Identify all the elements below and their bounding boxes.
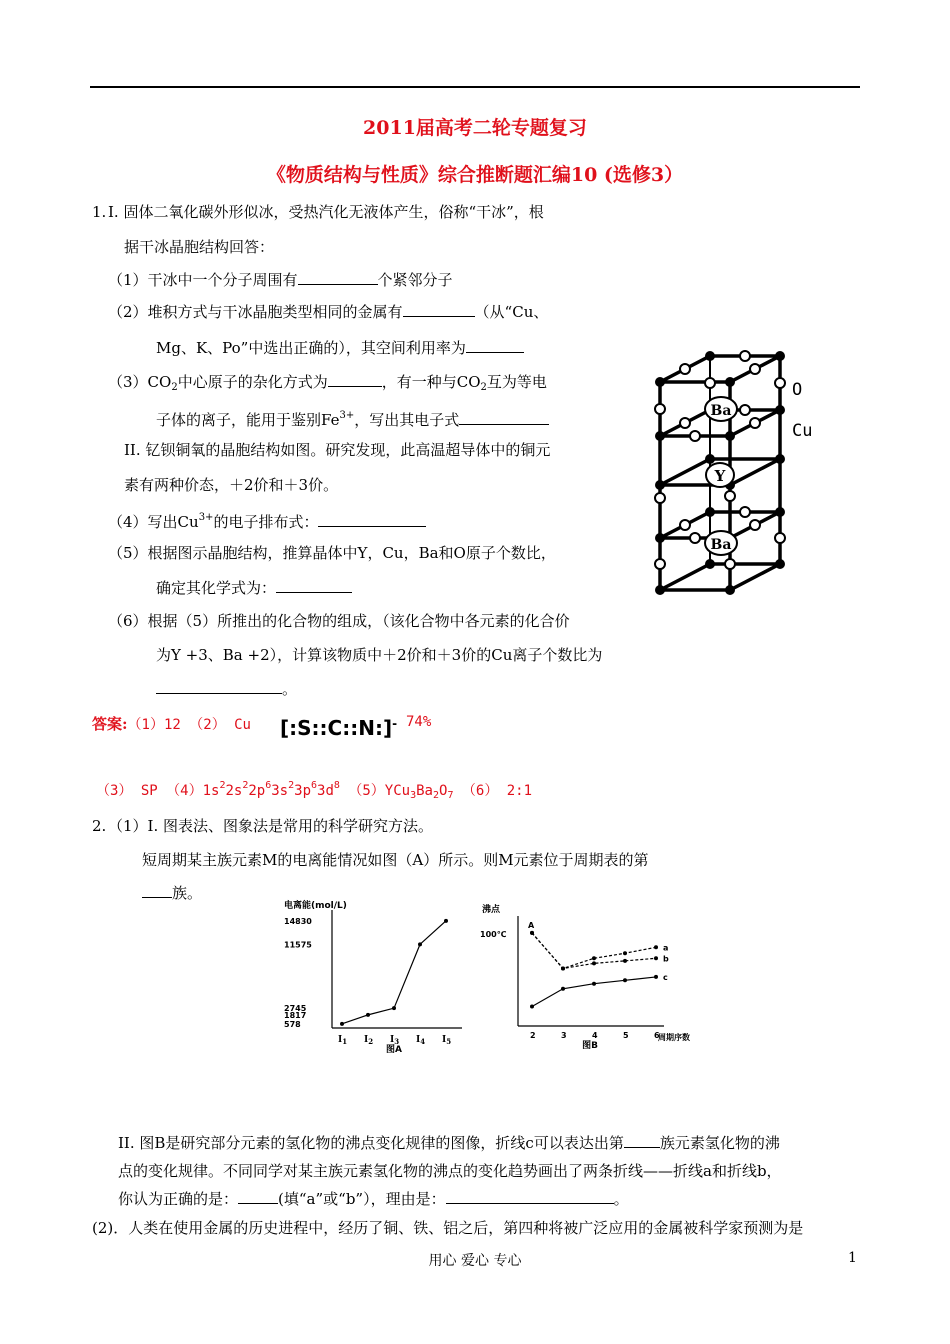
answer-label: 答案: bbox=[92, 715, 128, 733]
formula-sub2: 2 bbox=[432, 790, 439, 801]
q1-part4 bbox=[108, 508, 426, 532]
q1-p3-text-e: 子体的离子，能用于鉴别Fe bbox=[156, 411, 340, 429]
q1-p3-blank1[interactable] bbox=[328, 372, 382, 387]
q2-partII-blank3[interactable] bbox=[446, 1189, 614, 1204]
electron-formula-text: [:S::C::N:] bbox=[280, 716, 393, 740]
q1-p1-blank[interactable] bbox=[298, 270, 378, 285]
formula-sub3: 7 bbox=[447, 790, 454, 801]
q1-part2-intro-line1: II. 钇钡铜氧的晶胞结构如图。研究发现，此高温超导体中的铜元 bbox=[124, 441, 551, 459]
crystal-structure-figure bbox=[648, 348, 828, 598]
q1-intro-line1: I. 固体二氧化碳外形似冰，受热汽化无液体产生，俗称“干冰”，根 bbox=[108, 203, 544, 221]
formula-ba: Ba bbox=[416, 783, 433, 799]
ec-sup2: 2 bbox=[242, 780, 249, 791]
chart-a-ytick-label: 14830 bbox=[284, 916, 312, 926]
q2-line3 bbox=[142, 883, 202, 903]
q1-p2-text-c: Mg、K、Po”中选出正确的），其空间利用率为 bbox=[156, 339, 466, 357]
q2-partII-line3 bbox=[118, 1189, 629, 1209]
chart-a-point bbox=[418, 942, 422, 946]
chart-b-point bbox=[623, 959, 627, 963]
chart-b-point bbox=[654, 945, 658, 949]
chart-b-point bbox=[654, 956, 658, 960]
ec-s2: 2s bbox=[225, 783, 243, 799]
q1-part6-answer-line bbox=[156, 679, 297, 699]
ec-s3: 2p bbox=[248, 783, 266, 799]
q1-intro-line2: 据干冰晶胞结构回答： bbox=[124, 238, 275, 256]
chart-a-point bbox=[392, 1006, 396, 1010]
chart-b-xtick-label: 4 bbox=[592, 1031, 598, 1040]
electron-formula-charge: - bbox=[392, 716, 398, 731]
answer1-l2a: （3） SP （4）1s bbox=[96, 783, 220, 799]
q1-p4-text-a: （4）写出Cu bbox=[108, 513, 199, 531]
chart-a-point bbox=[340, 1022, 344, 1026]
ec-sup3: 6 bbox=[265, 780, 272, 791]
chart-a-ytick-label: 11575 bbox=[284, 940, 312, 950]
chart-b-xtick-label: 2 bbox=[530, 1031, 536, 1040]
legend-cu-label: Cu bbox=[792, 421, 813, 441]
q2-partII-line1 bbox=[118, 1133, 780, 1153]
q1-part1 bbox=[108, 270, 453, 290]
q1-part6-cont: 为Y +3、Ba +2），计算该物质中＋2价和＋3价的Cu离子个数比为 bbox=[156, 646, 603, 664]
chart-b-ylabel: 沸点 bbox=[482, 905, 501, 915]
chart-b-xlabel: 周期序数 bbox=[658, 1033, 690, 1042]
page-title: 2011届高考二轮专题复习 bbox=[363, 117, 587, 139]
q1-p5-text-b: 确定其化学式为： bbox=[156, 579, 277, 597]
ec-s6: 3d bbox=[317, 783, 334, 799]
ba-top-label: Ba bbox=[710, 403, 732, 419]
q1-p3-text-a: （3）CO bbox=[108, 373, 172, 391]
answer1-a1: （1）12 （2） Cu bbox=[127, 717, 251, 733]
chart-b-series-label: a bbox=[663, 943, 669, 953]
ec-sup4: 2 bbox=[288, 780, 295, 791]
chart-a-title: 图A bbox=[386, 1045, 402, 1055]
ec-sup5: 6 bbox=[311, 780, 318, 791]
chart-a-xtick-label: $I_1$ bbox=[338, 1035, 348, 1046]
chart-b-point bbox=[561, 987, 565, 991]
answer1-l2b: （5）YCu bbox=[339, 783, 411, 799]
q2-line1: （1）I. 图表法、图象法是常用的科学研究方法。 bbox=[108, 817, 434, 835]
chart-a-yticks bbox=[284, 917, 312, 1029]
page-subtitle: 《物质结构与性质》综合推断题汇编10 (选修3） bbox=[266, 164, 684, 186]
chart-a-ylabel: 电离能(mol/L) bbox=[284, 901, 347, 911]
chart-a-xtick-label: $I_4$ bbox=[416, 1035, 426, 1046]
q2-partII-1b: 族元素氢化物的沸 bbox=[659, 1134, 780, 1152]
q2-partII-3b: (填“a”或“b”），理由是： bbox=[278, 1190, 446, 1208]
header-rule bbox=[90, 86, 860, 88]
q1-part6: （6）根据（5）所推出的化合物的组成，（该化合物中各元素的化合价 bbox=[108, 612, 570, 630]
q2-number: 2. bbox=[92, 817, 107, 835]
q1-p3-sub1: 2 bbox=[171, 382, 178, 393]
q2-partII-blank1[interactable] bbox=[624, 1133, 660, 1148]
chart-b-point-label: A bbox=[528, 920, 535, 930]
page-number: 1 bbox=[848, 1250, 857, 1266]
answer1-line1 bbox=[92, 714, 251, 735]
q1-part2-cont bbox=[156, 338, 524, 358]
answer1-line2 bbox=[96, 780, 532, 801]
q1-p3-text-f: ，写出其电子式 bbox=[354, 411, 460, 429]
ba-bottom-label: Ba bbox=[710, 537, 732, 553]
q2-part2-line: (2)．人类在使用金属的历史进程中，经历了铜、铁、铝之后，第四种将被广泛应用的金属被科学家预测为是 bbox=[92, 1219, 804, 1237]
legend-o-label: O bbox=[792, 380, 803, 400]
formula-sub1: 3 bbox=[410, 790, 417, 801]
chart-b-title: 图B bbox=[582, 1041, 598, 1051]
q1-p3-text-b: 中心原子的杂化方式为 bbox=[177, 373, 328, 391]
q1-p5-blank[interactable] bbox=[276, 578, 352, 593]
q1-p6-end: 。 bbox=[282, 680, 298, 698]
chart-a-xtick-label: $I_2$ bbox=[364, 1035, 374, 1046]
q1-p4-sup: 3+ bbox=[198, 512, 214, 523]
chart-a-xtick-label: $I_3$ bbox=[390, 1035, 400, 1046]
chart-b-xtick-label: 3 bbox=[561, 1031, 567, 1040]
chart-b-plot bbox=[528, 921, 669, 1009]
chart-a-ytick-label: 578 bbox=[284, 1019, 301, 1029]
q1-p6-blank[interactable] bbox=[156, 679, 282, 694]
chart-a-xtick-label: $I_5$ bbox=[442, 1035, 452, 1046]
q2-partII-line2: 点的变化规律。不同同学对某主族元素氢化物的沸点的变化趋势画出了两条折线——折线a和折线b， bbox=[118, 1162, 782, 1180]
chart-b-point bbox=[592, 982, 596, 986]
chart-b bbox=[478, 900, 712, 1056]
chart-a bbox=[282, 896, 468, 1056]
q1-p1-text-b: 个紧邻分子 bbox=[377, 271, 453, 289]
chart-b-point bbox=[592, 961, 596, 965]
chart-b-point bbox=[654, 975, 658, 979]
chart-b-series-label: c bbox=[663, 972, 668, 982]
q1-p4-text-b: 的电子排布式： bbox=[213, 513, 319, 531]
q1-p3-sup: 3+ bbox=[339, 410, 355, 421]
q2-line2: 短周期某主族元素M的电离能情况如图（A）所示。则M元素位于周期表的第 bbox=[142, 851, 649, 869]
q1-part2 bbox=[108, 302, 548, 322]
footer-motto: 用心 爱心 专心 bbox=[428, 1253, 522, 1269]
electron-formula bbox=[280, 716, 397, 740]
answer1-l2c: （6） 2:1 bbox=[453, 783, 533, 799]
q1-part3 bbox=[108, 372, 547, 398]
q1-p1-text-a: （1）干冰中一个分子周围有 bbox=[108, 271, 298, 289]
chart-a-point bbox=[366, 1013, 370, 1017]
chart-a-point bbox=[444, 919, 448, 923]
y-label: Y bbox=[714, 467, 726, 485]
ec-sup6: 8 bbox=[333, 780, 340, 791]
chart-b-point bbox=[530, 931, 534, 935]
chart-b-point bbox=[623, 978, 627, 982]
chart-b-point bbox=[561, 966, 565, 970]
q2-partII-1a: II. 图B是研究部分元素的氢化物的沸点变化规律的图像，折线c可以表达出第 bbox=[118, 1134, 624, 1152]
answer1-a2: 74% bbox=[406, 714, 432, 730]
q1-p4-blank[interactable] bbox=[318, 512, 426, 527]
q1-part5: （5）根据图示晶胞结构，推算晶体中Y，Cu，Ba和O原子个数比， bbox=[108, 544, 556, 562]
chart-b-point bbox=[623, 951, 627, 955]
q1-p3-text-d: 互为等电 bbox=[486, 373, 547, 391]
q1-p3-blank2[interactable] bbox=[459, 410, 549, 425]
ec-s4: 3s bbox=[271, 783, 289, 799]
ec-sup1: 2 bbox=[219, 780, 226, 791]
q1-p3-text-c: ，有一种与CO bbox=[381, 373, 481, 391]
q1-p2-blank1[interactable] bbox=[403, 302, 475, 317]
q1-p2-text-b: （从“Cu、 bbox=[474, 303, 549, 321]
q2-group-blank[interactable] bbox=[142, 883, 172, 898]
q2-partII-3c: 。 bbox=[613, 1190, 629, 1208]
chart-b-series-c bbox=[532, 977, 656, 1007]
chart-b-xtick-label: 5 bbox=[623, 1031, 629, 1040]
q1-part3-cont bbox=[156, 406, 549, 430]
q1-part2-intro-line2: 素有两种价态，＋2价和＋3价。 bbox=[124, 476, 339, 494]
q2-partII-blank2[interactable] bbox=[238, 1189, 278, 1204]
q1-p3-sub2: 2 bbox=[480, 382, 487, 393]
chart-b-ytick: 100℃ bbox=[480, 930, 507, 939]
q2-line3-end: 族。 bbox=[172, 884, 203, 902]
chart-b-xtick-label: 6 bbox=[654, 1031, 660, 1040]
chart-a-ytick-label: 1817 bbox=[284, 1010, 307, 1020]
q2-partII-3a: 你认为正确的是： bbox=[118, 1190, 239, 1208]
q1-number: 1. bbox=[92, 203, 107, 221]
chart-b-point bbox=[592, 956, 596, 960]
chart-a-plot bbox=[340, 919, 448, 1026]
formula-o: O bbox=[439, 783, 448, 799]
ec-s5: 3p bbox=[294, 783, 311, 799]
chart-a-ytick-label: 2745 bbox=[284, 1004, 307, 1014]
chart-b-point bbox=[530, 1005, 534, 1009]
chart-b-xticks bbox=[530, 1031, 660, 1040]
q1-p2-text-a: （2）堆积方式与干冰晶胞类型相同的金属有 bbox=[108, 303, 403, 321]
q1-p2-blank2[interactable] bbox=[466, 338, 524, 353]
chart-b-series-label: b bbox=[663, 954, 669, 964]
q1-part5-cont bbox=[156, 578, 352, 598]
